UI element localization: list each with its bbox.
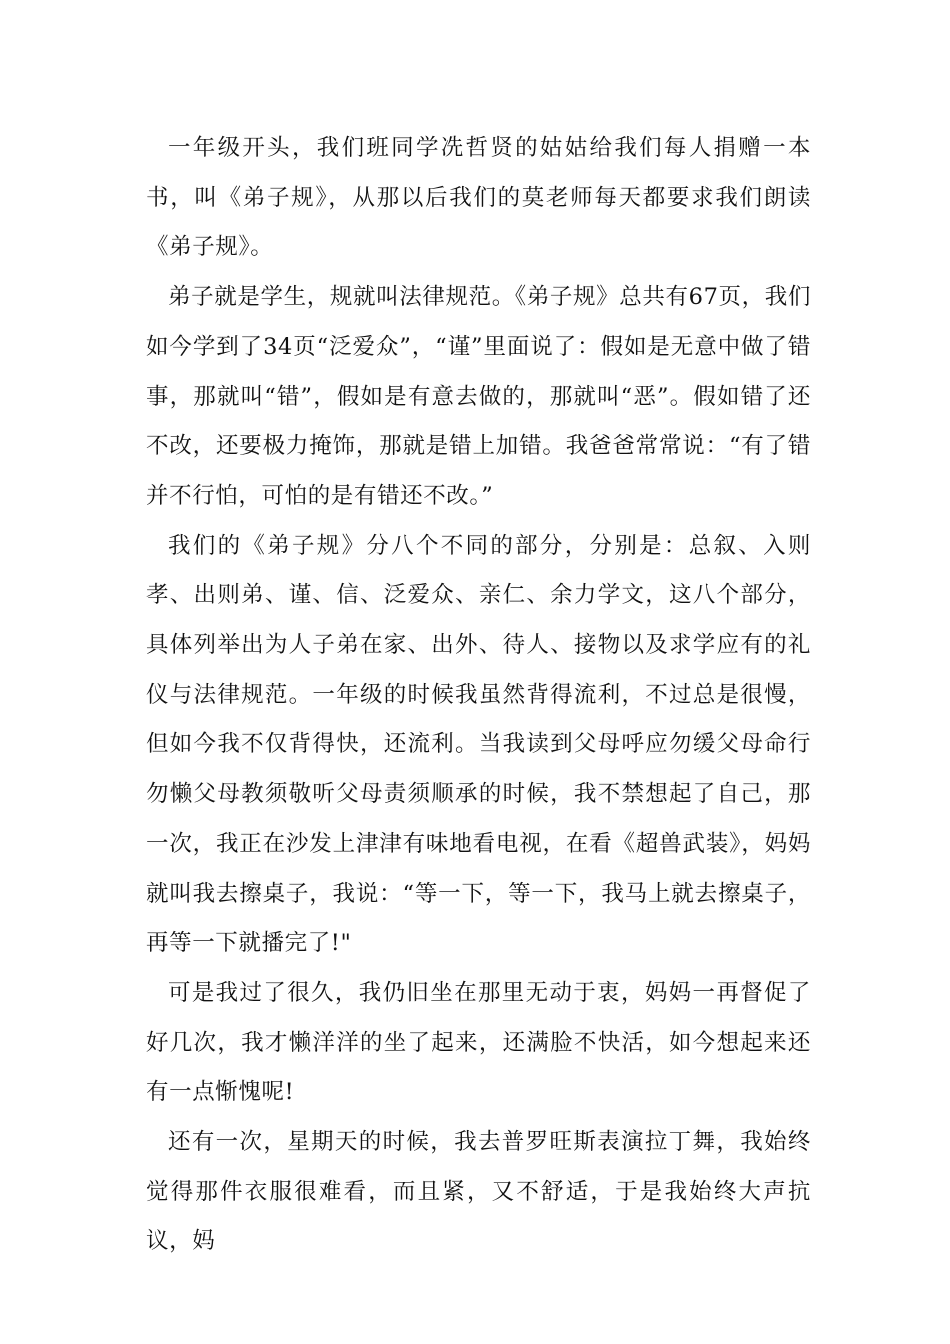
document-body bbox=[146, 124, 811, 1267]
paragraph-4: 可是我过了很久，我仍旧坐在那里无动于衷，妈妈一再督促了好几次，我才懒洋洋的坐了起来，还满脸不快活，如今想起来还有一点惭愧呢! bbox=[146, 979, 811, 1106]
paragraph-5: 还有一次，星期天的时候，我去普罗旺斯表演拉丁舞，我始终觉得那件衣服很难看，而且紧，又不舒适，于是我始终大声抗议，妈 bbox=[146, 1129, 811, 1255]
paragraph-3: 我们的《弟子规》分八个不同的部分，分别是：总叙、入则孝、出则弟、谨、信、泛爱众、亲仁、余力学文，这八个部分，具体列举出为人子弟在家、出外、待人、接物以及求学应有的礼仪与法律规范。一年级的时候我虽然背得流利，不过总是很慢，但如今我不仅背得快，还流利。当我读到父母呼应勿缓父母命行勿懒父母教须敬听父母责须顺承的时候，我不禁想起了自己，那一次，我正在沙发上津津有味地看电视，在看《超兽武装》，妈妈就叫我去擦桌子，我说：“等一下，等一下，我马上就去擦桌子，再等一下就播完了!" bbox=[146, 532, 811, 957]
paragraph-1: 一年级开头，我们班同学冼哲贤的姑姑给我们每人捐赠一本书，叫《弟子规》，从那以后我们的莫老师每天都要求我们朗读《弟子规》。 bbox=[146, 135, 811, 261]
paragraph-2: 弟子就是学生，规就叫法律规范。《弟子规》总共有67页，我们如今学到了34页“泛爱众”，“谨”里面说了：假如是无意中做了错事，那就叫“错”，假如是有意去做的，那就叫“恶”。假如错了还不改，还要极力掩饰，那就是错上加错。我爸爸常常说：“有了错并不行怕，可怕的是有错还不改。” bbox=[146, 284, 811, 509]
